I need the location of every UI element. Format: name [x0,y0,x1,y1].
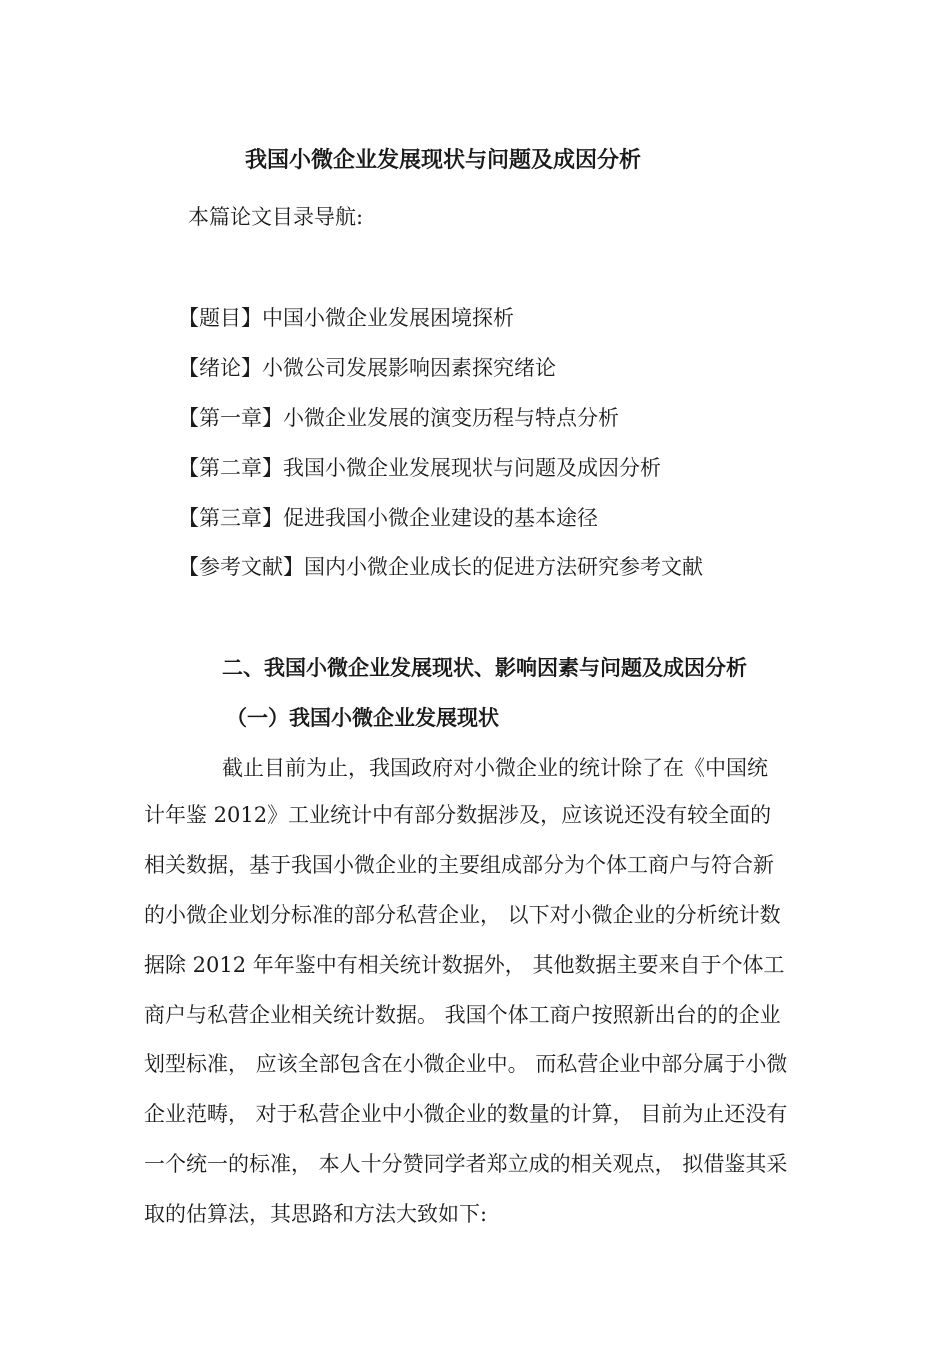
toc-item-chapter-2: 【第二章】我国小微企业发展现状与问题及成因分析 [178,456,661,480]
body-text-line: 截止目前为止，我国政府对小微企业的统计除了在《中国统 [222,756,768,780]
document-title: 我国小微企业发展现状与问题及成因分析 [245,147,642,173]
toc-item-introduction: 【绪论】小微公司发展影响因素探究绪论 [178,356,556,380]
toc-item-references: 【参考文献】国内小微企业成长的促进方法研究参考文献 [178,555,703,579]
body-text-line: 取的估算法，其思路和方法大致如下: [144,1202,488,1226]
body-text-line: 计年鉴 2012》工业统计中有部分数据涉及，应该说还没有较全面的 [144,803,772,827]
body-text-line: 一个统一的标准， 本人十分赞同学者郑立成的相关观点， 拟借鉴其采 [144,1152,788,1176]
body-text-line: 相关数据，基于我国小微企业的主要组成部分为个体工商户与符合新 [144,853,774,877]
toc-item-title: 【题目】中国小微企业发展困境探析 [178,306,514,330]
section-heading: 二、我国小微企业发展现状、影响因素与问题及成因分析 [222,655,747,680]
subsection-heading: （一）我国小微企业发展现状 [226,705,499,730]
toc-item-chapter-1: 【第一章】小微企业发展的演变历程与特点分析 [178,406,619,430]
body-text-line: 据除 2012 年年鉴中有相关统计数据外， 其他数据主要来自于个体工 [144,953,785,977]
toc-item-chapter-3: 【第三章】促进我国小微企业建设的基本途径 [178,506,598,530]
body-text-line: 的小微企业划分标准的部分私营企业， 以下对小微企业的分析统计数 [144,903,781,927]
body-text-line: 企业范畴， 对于私营企业中小微企业的数量的计算， 目前为止还没有 [144,1102,788,1126]
body-text-line: 商户与私营企业相关统计数据。 我国个体工商户按照新出台的的企业 [144,1003,781,1027]
body-text-line: 划型标准， 应该全部包含在小微企业中。 而私营企业中部分属于小微 [144,1052,788,1076]
toc-heading: 本篇论文目录导航: [188,205,364,229]
